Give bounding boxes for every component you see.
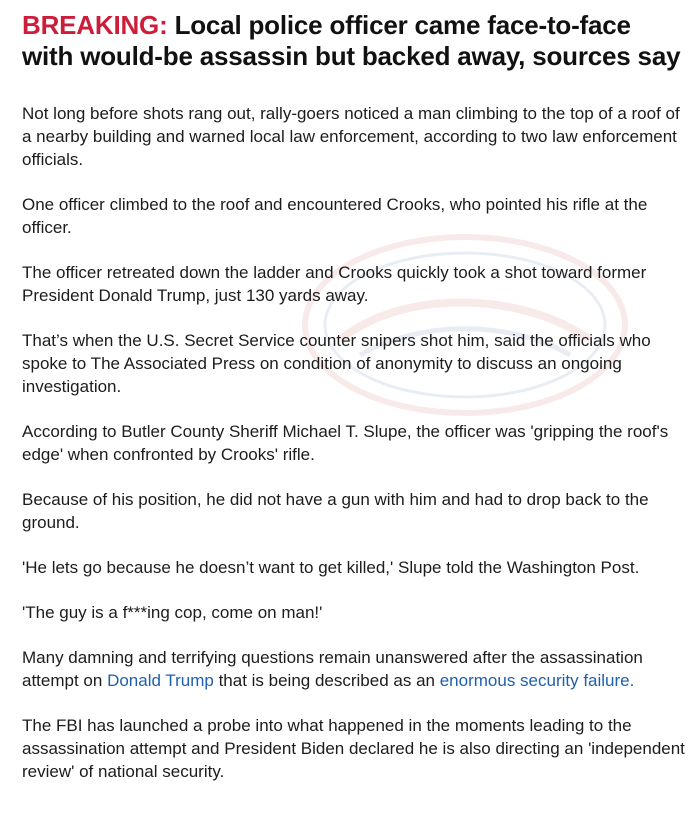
paragraph-with-links [22, 646, 688, 692]
paragraph: Not long before shots rang out, rally-goers noticed a man climbing to the top of a roof of a nearby building and warned local law enforcement, according to two law enforcement officials. [22, 104, 680, 169]
paragraph: One officer climbed to the roof and encountered Crooks, who pointed his rifle at the officer. [22, 195, 648, 237]
donald-trump-link[interactable]: Donald Trump [107, 671, 214, 690]
paragraph: 'The guy is a f***ing cop, come on man!' [22, 603, 323, 622]
paragraph: 'He lets go because he doesn’t want to get killed,' Slupe told the Washington Post. [22, 558, 640, 577]
breaking-tag: BREAKING: [22, 10, 168, 40]
paragraph: According to Butler County Sheriff Michael T. Slupe, the officer was 'gripping the roof's edge' when confronted by Crooks' rifle. [22, 422, 669, 464]
paragraph: The officer retreated down the ladder and Crooks quickly took a shot toward former President Donald Trump, just 130 yards away. [22, 263, 647, 305]
article [22, 10, 688, 805]
paragraph-text: that is being described as an [213, 671, 440, 690]
paragraph: Because of his position, he did not have a gun with him and had to drop back to the ground. [22, 490, 649, 532]
paragraph-text: Many damning and terrifying questions remain unanswered after the assassination attempt on [22, 648, 643, 690]
headline-text: Local police officer came face-to-face with would-be assassin but backed away, sources say [22, 10, 681, 71]
paragraph: The FBI has launched a probe into what happened in the moments leading to the assassination attempt and President Biden declared he is also directing an 'independent review' of national security. [22, 716, 685, 781]
headline [22, 10, 688, 72]
security-failure-link[interactable]: enormous security failure. [439, 671, 635, 690]
paragraph: That’s when the U.S. Secret Service counter snipers shot him, said the officials who spoke to The Associated Press on condition of anonymity to discuss an ongoing investigation. [22, 331, 651, 396]
